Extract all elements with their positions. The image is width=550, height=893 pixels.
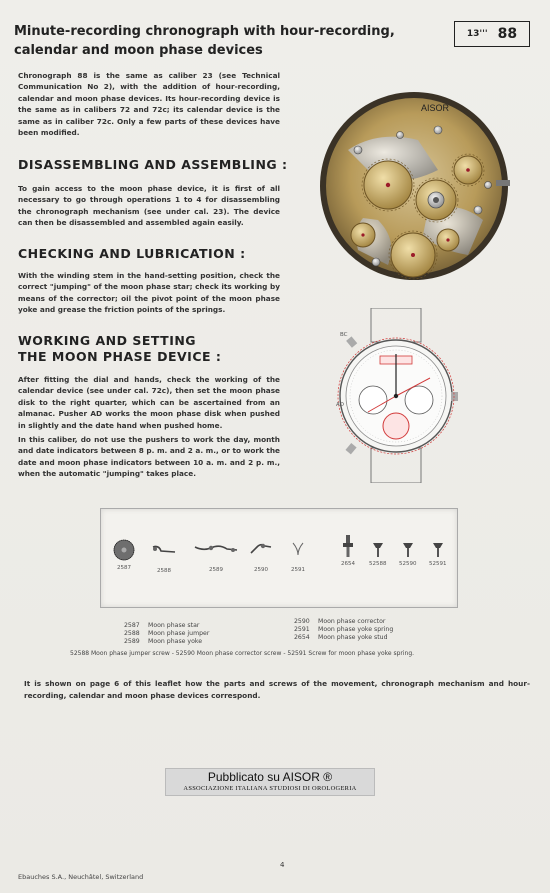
moon-phase-yoke-spring-icon — [291, 541, 305, 557]
legend-item: 2587 Moon phase star — [124, 622, 200, 629]
moon-phase-corrector-icon — [249, 541, 273, 557]
screws-legend: 52588 Moon phase jumper screw - 52590 Moon phase corrector screw - 52591 Screw for moon phase yoke spring. — [70, 650, 415, 657]
banner-title: Pubblicato su AISOR ® — [207, 770, 333, 784]
part-number: 2590 — [254, 567, 268, 573]
pusher-label-bc: BC — [340, 332, 348, 338]
moon-phase-yoke-icon — [193, 541, 239, 557]
banner-subtitle: ASSOCIAZIONE ITALIANA STUDIOSI DI OROLOGERIA — [183, 785, 357, 792]
pusher-label-ad: AD — [336, 402, 344, 408]
caliber-number: 88 — [497, 26, 518, 42]
part-number: 2654 — [341, 561, 355, 567]
part-52590 — [399, 543, 417, 567]
section-heading-disassembling: DISASSEMBLING AND ASSEMBLING : — [18, 157, 288, 172]
part-number: 52591 — [429, 561, 447, 567]
page-title — [14, 22, 444, 60]
part-2588 — [151, 543, 177, 574]
part-2591 — [291, 541, 305, 573]
screw-icon — [403, 543, 413, 557]
title-line-1: Minute-recording chronograph with hour-recording, — [14, 24, 395, 39]
aisor-banner — [165, 768, 375, 796]
disassembling-paragraph: To gain access to the moon phase device, it is first of all necessary to go through operations 1 to 4 for disassembling the chronograph mechanism (see under cal. 23). The device can then be disassembled and assembled again easily. — [18, 184, 280, 228]
legend-item: 2654 Moon phase yoke stud — [294, 634, 388, 641]
part-number: 2589 — [209, 567, 223, 573]
intro-paragraph: Chronograph 88 is the same as caliber 23 (see Technical Communication No 2), with the addition of hour-recording, calendar and moon phase devices. Its hour-recording device is the same as in calibers 72 and 72c; its calendar device is the same as in caliber 72c. Only a few parts of these devices have been modified. — [18, 71, 280, 138]
legend-item: 2589 Moon phase yoke — [124, 638, 203, 645]
legend-item: 2590 Moon phase corrector — [294, 618, 386, 625]
part-52591 — [429, 543, 447, 567]
moon-phase-star-icon — [113, 539, 135, 561]
moon-phase-jumper-icon — [151, 543, 177, 557]
legend-item: 2588 Moon phase jumper — [124, 630, 210, 637]
movement-icon — [318, 90, 510, 282]
caliber-size: 13''' — [466, 29, 488, 39]
closing-paragraph: It is shown on page 6 of this leaflet how the parts and screws of the movement, chronograph mechanism and hour-recording, calendar and moon phase devices correspond. — [24, 679, 530, 700]
working-paragraph-2: In this caliber, do not use the pushers to work the day, month and date indicators between 8 p. m. and 2 a. m., or to work the date and moon phase indicators between 10 a. m. and 2 p. m., when the automatic "jumping" takes place. — [18, 435, 280, 479]
part-number: 52588 — [369, 561, 387, 567]
part-52588 — [369, 543, 387, 567]
moon-phase-yoke-stud-icon — [342, 535, 354, 557]
caliber-box — [454, 21, 530, 47]
section-heading-working — [18, 333, 221, 365]
checking-paragraph: With the winding stem in the hand-setting position, check the correct "jumping" of the moon phase star; check its working by means of the corrector; oil the pivot point of the moon phase yoke and grease the friction points of the springs. — [18, 271, 280, 315]
section-heading-checking: CHECKING AND LUBRICATION : — [18, 246, 246, 261]
part-number: 2588 — [157, 568, 171, 574]
part-number: 2591 — [291, 567, 305, 573]
aisor-watermark-text: AISOR — [421, 103, 450, 113]
screw-icon — [433, 543, 443, 557]
working-heading-line-2: THE MOON PHASE DEVICE : — [18, 349, 222, 364]
part-2587 — [113, 539, 135, 571]
legend-right — [294, 618, 393, 642]
working-paragraph-1: After fitting the dial and hands, check the working of the calendar device (see under cal. 72c), then set the moon phase disk to the right quarter, which can be ascertained from an almanac. Pusher AD works the moon phase disk when pushed in slightly and the date hand when pushed home. — [18, 375, 280, 430]
legend-item: 2591 Moon phase yoke spring — [294, 626, 394, 633]
part-number: 2587 — [117, 565, 131, 571]
part-2590 — [249, 541, 273, 573]
part-2589 — [193, 541, 239, 573]
movement-photo — [318, 90, 510, 282]
title-line-2: calendar and moon phase devices — [14, 43, 263, 58]
screw-icon — [373, 543, 383, 557]
page-number: 4 — [280, 861, 285, 869]
part-2654 — [341, 535, 355, 567]
part-number: 52590 — [399, 561, 417, 567]
parts-panel — [100, 508, 458, 608]
publisher-footer: Ebauches S.A., Neuchâtel, Switzerland — [18, 873, 144, 881]
legend-left — [124, 622, 209, 646]
working-heading-line-1: WORKING AND SETTING — [18, 333, 197, 348]
